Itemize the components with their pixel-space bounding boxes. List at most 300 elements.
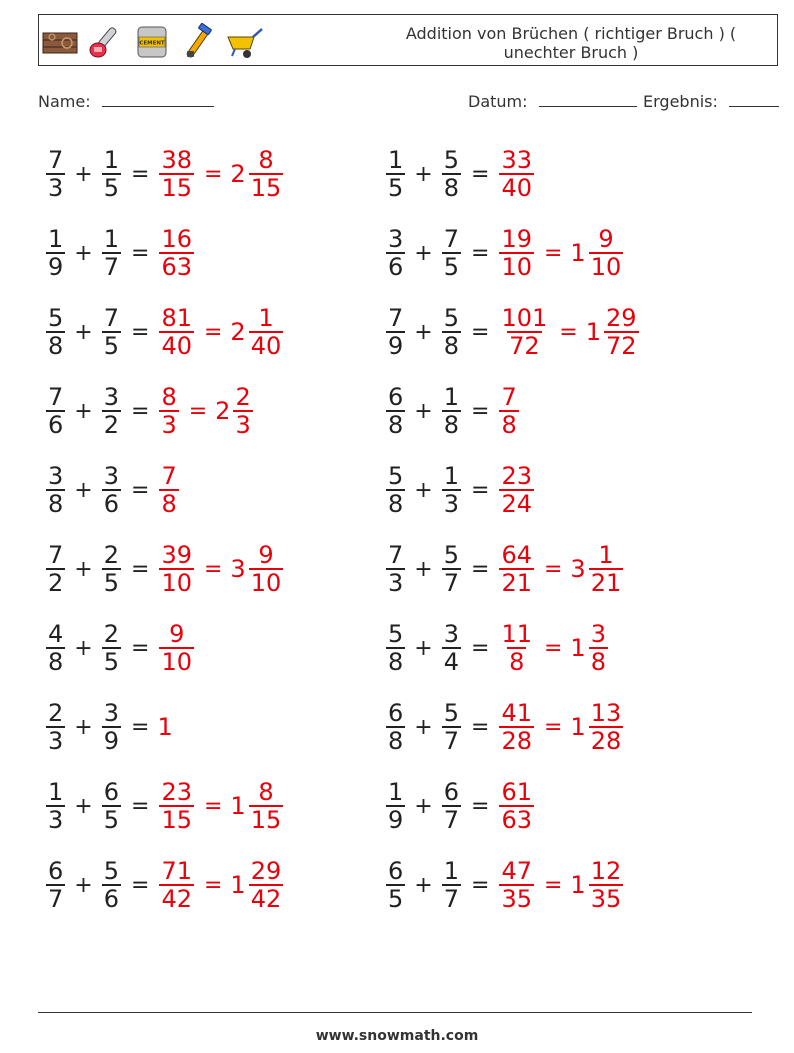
plus-sign: + (414, 319, 433, 345)
addend-fraction-2-denominator: 7 (443, 569, 459, 597)
equals-sign: = (131, 319, 150, 345)
mixed-numerator: 1 (598, 541, 614, 569)
addend-fraction-2-denominator: 5 (103, 806, 119, 834)
plus-sign: + (74, 872, 93, 898)
date-blank[interactable] (539, 92, 637, 107)
addend-fraction-2-numerator: 6 (103, 778, 119, 806)
answer-fraction-numerator: 8 (161, 383, 177, 411)
footer-divider (38, 1012, 752, 1013)
problem-row (384, 616, 610, 680)
addend-fraction-2-denominator: 7 (443, 806, 459, 834)
problem-row (44, 853, 285, 917)
addend-fraction-1 (386, 621, 405, 675)
answer-fraction (159, 779, 194, 833)
answer-fraction-numerator: 81 (161, 304, 192, 332)
addend-fraction-2 (442, 226, 461, 280)
addend-fraction-2-numerator: 5 (443, 146, 459, 174)
addend-fraction-1 (386, 226, 405, 280)
mixed-denominator: 15 (250, 806, 282, 834)
plus-sign: + (414, 635, 433, 661)
problem-row (44, 458, 181, 522)
mixed-number-answer (570, 226, 625, 280)
mixed-numerator: 9 (598, 225, 614, 253)
addend-fraction-2-numerator: 3 (443, 620, 459, 648)
addend-fraction-1-denominator: 3 (48, 727, 64, 755)
mixed-numerator: 8 (258, 146, 274, 174)
addend-fraction-1-denominator: 7 (48, 885, 64, 913)
mixed-whole: 1 (570, 634, 586, 662)
addend-fraction-2-denominator: 9 (103, 727, 119, 755)
answer-fraction-numerator: 16 (161, 225, 192, 253)
equals-sign: = (471, 714, 490, 740)
mixed-denominator: 40 (250, 332, 282, 360)
mixed-whole: 1 (585, 318, 601, 346)
problem-row (44, 142, 285, 206)
addend-fraction-1 (386, 542, 405, 596)
addend-fraction-1-numerator: 2 (48, 699, 64, 727)
equals-sign-answer: = (543, 872, 563, 898)
answer-fraction-numerator: 7 (161, 462, 177, 490)
addend-fraction-1-numerator: 7 (388, 541, 404, 569)
addend-fraction-1-denominator: 8 (48, 490, 64, 518)
addend-fraction-1-denominator: 6 (388, 253, 404, 281)
mixed-fraction (604, 305, 639, 359)
answer-fraction-denominator: 63 (501, 806, 532, 834)
mixed-numerator: 8 (258, 778, 274, 806)
problem-row (44, 300, 285, 364)
answer-fraction-denominator: 3 (161, 411, 177, 439)
answer-fraction (499, 542, 534, 596)
problem-row (384, 379, 521, 443)
plus-sign: + (74, 635, 93, 661)
mixed-fraction (249, 858, 284, 912)
problem-row (384, 537, 625, 601)
date-label: Datum: (468, 92, 528, 111)
equals-sign-answer: = (559, 319, 578, 345)
answer-fraction (499, 147, 534, 201)
mixed-denominator: 3 (235, 411, 251, 439)
answer-fraction (159, 305, 194, 359)
mixed-denominator: 10 (250, 569, 282, 597)
mixed-whole: 1 (570, 239, 586, 267)
addend-fraction-1-denominator: 8 (388, 490, 404, 518)
addend-fraction-1-denominator: 3 (388, 569, 404, 597)
answer-fraction-denominator: 63 (161, 253, 192, 281)
mixed-whole: 1 (570, 713, 586, 741)
mixed-denominator: 15 (250, 174, 282, 202)
equals-sign-answer: = (203, 556, 223, 582)
mixed-number-answer (570, 700, 625, 754)
addend-fraction-2-denominator: 6 (103, 490, 119, 518)
addend-fraction-2-numerator: 3 (103, 383, 119, 411)
equals-sign-answer: = (543, 240, 563, 266)
problem-row (384, 695, 625, 759)
mixed-denominator: 72 (605, 332, 637, 360)
equals-sign-answer: = (543, 714, 563, 740)
addend-fraction-2 (102, 463, 121, 517)
problem-row (384, 774, 536, 838)
equals-sign-answer: = (188, 398, 208, 424)
chainsaw-icon (87, 23, 125, 61)
plus-sign: + (414, 714, 433, 740)
mixed-numerator: 2 (235, 383, 251, 411)
addend-fraction-2 (102, 779, 121, 833)
mixed-numerator: 13 (590, 699, 622, 727)
mixed-number-answer (230, 147, 285, 201)
addend-fraction-1 (386, 147, 405, 201)
mixed-fraction (249, 542, 284, 596)
answer-fraction (499, 621, 534, 675)
plus-sign: + (74, 793, 93, 819)
plus-sign: + (74, 240, 93, 266)
answer-fraction (499, 779, 534, 833)
mixed-fraction (249, 305, 284, 359)
equals-sign: = (131, 793, 150, 819)
answer-fraction-numerator: 39 (161, 541, 192, 569)
mixed-fraction (249, 779, 284, 833)
addend-fraction-2 (442, 858, 461, 912)
addend-fraction-1-denominator: 6 (48, 411, 64, 439)
problem-row (384, 300, 641, 364)
addend-fraction-2 (102, 700, 121, 754)
answer-fraction-denominator: 40 (161, 332, 192, 360)
equals-sign: = (131, 477, 150, 503)
problem-row (44, 774, 285, 838)
addend-fraction-1 (46, 384, 65, 438)
addend-fraction-2-denominator: 3 (443, 490, 459, 518)
addend-fraction-1-numerator: 1 (388, 146, 404, 174)
answer-fraction-denominator: 15 (161, 174, 192, 202)
worksheet-title: Addition von Brüchen ( richtiger Bruch ) ( unechter Bruch ) (405, 24, 737, 62)
addend-fraction-2 (102, 305, 121, 359)
plus-sign: + (414, 477, 433, 503)
addend-fraction-1 (386, 700, 405, 754)
answer-fraction-numerator: 101 (501, 304, 548, 332)
mixed-fraction (589, 226, 624, 280)
equals-sign-answer: = (543, 635, 563, 661)
result-blank[interactable] (729, 92, 779, 107)
addend-fraction-2 (102, 542, 121, 596)
mixed-whole: 2 (230, 318, 246, 346)
name-label: Name: (38, 92, 91, 111)
answer-fraction (499, 463, 534, 517)
problem-row (384, 221, 625, 285)
addend-fraction-1 (46, 305, 65, 359)
answer-fraction-denominator: 15 (161, 806, 192, 834)
addend-fraction-1-numerator: 5 (388, 462, 404, 490)
addend-fraction-1-numerator: 6 (48, 857, 64, 885)
mixed-numerator: 29 (605, 304, 637, 332)
answer-fraction (159, 621, 194, 675)
plus-sign: + (74, 556, 93, 582)
answer-fraction-numerator: 11 (501, 620, 532, 648)
plus-sign: + (74, 161, 93, 187)
answer-fraction-denominator: 24 (501, 490, 532, 518)
addend-fraction-2-denominator: 8 (443, 411, 459, 439)
addend-fraction-2 (102, 147, 121, 201)
addend-fraction-1 (386, 384, 405, 438)
footer-url: www.snowmath.com (315, 1028, 479, 1044)
addend-fraction-2-numerator: 5 (443, 699, 459, 727)
plus-sign: + (414, 556, 433, 582)
answer-fraction (159, 858, 194, 912)
equals-sign: = (131, 714, 150, 740)
addend-fraction-1 (386, 779, 405, 833)
equals-sign: = (471, 556, 490, 582)
answer-fraction-numerator: 9 (169, 620, 185, 648)
addend-fraction-1-numerator: 7 (48, 146, 64, 174)
addend-fraction-2-numerator: 1 (443, 857, 459, 885)
addend-fraction-1-numerator: 7 (48, 541, 64, 569)
addend-fraction-2-numerator: 3 (103, 699, 119, 727)
answer-fraction-denominator: 8 (161, 490, 177, 518)
addend-fraction-1-denominator: 5 (388, 885, 404, 913)
answer-fraction (499, 226, 534, 280)
plus-sign: + (74, 714, 93, 740)
answer-fraction (499, 700, 534, 754)
plus-sign: + (414, 872, 433, 898)
addend-fraction-1-numerator: 5 (388, 620, 404, 648)
addend-fraction-1-numerator: 3 (388, 225, 404, 253)
mixed-number-answer (570, 858, 625, 912)
mixed-whole: 1 (230, 871, 246, 899)
equals-sign: = (471, 398, 490, 424)
addend-fraction-2 (102, 226, 121, 280)
answer-fraction-numerator: 23 (161, 778, 192, 806)
addend-fraction-2-denominator: 7 (103, 253, 119, 281)
equals-sign: = (131, 161, 150, 187)
mixed-denominator: 10 (590, 253, 622, 281)
addend-fraction-1-numerator: 4 (48, 620, 64, 648)
addend-fraction-2-denominator: 4 (443, 648, 459, 676)
addend-fraction-2-denominator: 5 (103, 569, 119, 597)
equals-sign: = (471, 635, 490, 661)
mixed-whole: 2 (215, 397, 231, 425)
equals-sign: = (131, 872, 150, 898)
answer-whole-number: 1 (157, 713, 173, 741)
mixed-denominator: 35 (590, 885, 622, 913)
cement-label: CEMENT (139, 40, 165, 47)
mixed-whole: 3 (230, 555, 246, 583)
addend-fraction-1-denominator: 8 (48, 648, 64, 676)
addend-fraction-2 (442, 621, 461, 675)
problem-row (44, 695, 173, 759)
answer-fraction-denominator: 8 (509, 648, 525, 676)
answer-fraction (499, 305, 549, 359)
mixed-number-answer (570, 621, 610, 675)
addend-fraction-1-numerator: 7 (48, 383, 64, 411)
name-field (38, 92, 214, 111)
equals-sign-answer: = (203, 161, 223, 187)
mixed-numerator: 12 (590, 857, 622, 885)
equals-sign: = (131, 635, 150, 661)
answer-fraction-numerator: 7 (501, 383, 517, 411)
answer-fraction-denominator: 40 (501, 174, 532, 202)
addend-fraction-2 (442, 542, 461, 596)
worksheet-header (38, 14, 778, 66)
answer-fraction-numerator: 64 (501, 541, 532, 569)
equals-sign-answer: = (203, 319, 223, 345)
name-blank[interactable] (102, 92, 214, 107)
addend-fraction-1-numerator: 3 (48, 462, 64, 490)
addend-fraction-2-denominator: 6 (103, 885, 119, 913)
addend-fraction-2 (442, 779, 461, 833)
addend-fraction-2-denominator: 7 (443, 727, 459, 755)
addend-fraction-1-denominator: 3 (48, 174, 64, 202)
addend-fraction-2-denominator: 8 (443, 332, 459, 360)
addend-fraction-1 (46, 542, 65, 596)
addend-fraction-2-denominator: 7 (443, 885, 459, 913)
date-field (468, 92, 637, 111)
mixed-number-answer (586, 305, 641, 359)
header-icons (41, 23, 263, 61)
mixed-numerator: 29 (250, 857, 282, 885)
mixed-fraction (589, 542, 624, 596)
addend-fraction-2-numerator: 5 (103, 857, 119, 885)
addend-fraction-1-numerator: 6 (388, 699, 404, 727)
addend-fraction-1-denominator: 8 (388, 648, 404, 676)
mixed-denominator: 21 (590, 569, 622, 597)
answer-fraction-numerator: 41 (501, 699, 532, 727)
answer-fraction (499, 858, 534, 912)
equals-sign-answer: = (203, 793, 223, 819)
mixed-fraction (589, 858, 624, 912)
answer-fraction (159, 226, 194, 280)
addend-fraction-1-numerator: 5 (48, 304, 64, 332)
addend-fraction-2-denominator: 8 (443, 174, 459, 202)
addend-fraction-1-denominator: 8 (388, 411, 404, 439)
problem-row (384, 458, 536, 522)
addend-fraction-2 (442, 700, 461, 754)
problem-row (44, 379, 255, 443)
addend-fraction-2-numerator: 7 (103, 304, 119, 332)
addend-fraction-2 (102, 858, 121, 912)
addend-fraction-2-numerator: 1 (103, 225, 119, 253)
addend-fraction-1-numerator: 7 (388, 304, 404, 332)
equals-sign: = (471, 319, 490, 345)
mixed-fraction (589, 700, 624, 754)
answer-fraction-numerator: 61 (501, 778, 532, 806)
mixed-denominator: 8 (590, 648, 606, 676)
addend-fraction-2-numerator: 5 (443, 304, 459, 332)
equals-sign: = (471, 477, 490, 503)
mixed-denominator: 28 (590, 727, 622, 755)
equals-sign: = (471, 161, 490, 187)
mixed-numerator: 3 (590, 620, 606, 648)
mixed-numerator: 1 (258, 304, 274, 332)
addend-fraction-1 (386, 305, 405, 359)
answer-fraction-denominator: 72 (509, 332, 540, 360)
addend-fraction-2-numerator: 2 (103, 620, 119, 648)
addend-fraction-2-denominator: 5 (443, 253, 459, 281)
addend-fraction-1-numerator: 1 (48, 778, 64, 806)
mixed-whole: 1 (570, 871, 586, 899)
addend-fraction-1 (46, 700, 65, 754)
mixed-number-answer (570, 542, 625, 596)
answer-fraction (499, 384, 518, 438)
mixed-number-answer (230, 779, 285, 833)
mixed-number-answer (215, 384, 255, 438)
answer-fraction-denominator: 21 (501, 569, 532, 597)
equals-sign: = (471, 240, 490, 266)
answer-fraction-numerator: 38 (161, 146, 192, 174)
problem-row (384, 142, 536, 206)
addend-fraction-1 (46, 779, 65, 833)
answer-fraction-denominator: 35 (501, 885, 532, 913)
mixed-number-answer (230, 305, 285, 359)
addend-fraction-1-denominator: 8 (48, 332, 64, 360)
mixed-whole: 1 (230, 792, 246, 820)
equals-sign-answer: = (203, 872, 223, 898)
addend-fraction-1 (386, 858, 405, 912)
addend-fraction-1-numerator: 1 (388, 778, 404, 806)
addend-fraction-2-numerator: 2 (103, 541, 119, 569)
mixed-number-answer (230, 542, 285, 596)
addend-fraction-1-denominator: 3 (48, 806, 64, 834)
answer-fraction-denominator: 42 (161, 885, 192, 913)
mixed-denominator: 42 (250, 885, 282, 913)
addend-fraction-1-numerator: 1 (48, 225, 64, 253)
mixed-whole: 3 (570, 555, 586, 583)
answer-fraction-numerator: 19 (501, 225, 532, 253)
addend-fraction-1 (46, 226, 65, 280)
answer-fraction-numerator: 23 (501, 462, 532, 490)
answer-fraction (159, 147, 194, 201)
problem-row (44, 616, 196, 680)
addend-fraction-1-numerator: 6 (388, 383, 404, 411)
plus-sign: + (414, 793, 433, 819)
equals-sign: = (471, 872, 490, 898)
mixed-numerator: 9 (258, 541, 274, 569)
equals-sign-answer: = (543, 556, 563, 582)
problem-row (44, 537, 285, 601)
addend-fraction-2-numerator: 3 (103, 462, 119, 490)
wheelbarrow-icon (225, 23, 263, 61)
mixed-fraction (249, 147, 284, 201)
addend-fraction-1-denominator: 9 (48, 253, 64, 281)
answer-fraction-denominator: 10 (501, 253, 532, 281)
addend-fraction-2-numerator: 5 (443, 541, 459, 569)
plus-sign: + (74, 477, 93, 503)
addend-fraction-2-numerator: 6 (443, 778, 459, 806)
equals-sign: = (131, 398, 150, 424)
addend-fraction-2 (442, 384, 461, 438)
answer-fraction (159, 542, 194, 596)
result-label: Ergebnis: (643, 92, 718, 111)
answer-fraction (159, 463, 178, 517)
addend-fraction-1-denominator: 9 (388, 806, 404, 834)
addend-fraction-1-denominator: 5 (388, 174, 404, 202)
addend-fraction-2 (442, 463, 461, 517)
answer-fraction-denominator: 8 (501, 411, 517, 439)
mixed-fraction (589, 621, 608, 675)
addend-fraction-2-numerator: 7 (443, 225, 459, 253)
answer-fraction-denominator: 10 (161, 569, 192, 597)
wood-planks-icon (41, 23, 79, 61)
addend-fraction-2-denominator: 2 (103, 411, 119, 439)
addend-fraction-2 (442, 305, 461, 359)
equals-sign: = (131, 240, 150, 266)
mixed-fraction (233, 384, 252, 438)
addend-fraction-2-denominator: 5 (103, 174, 119, 202)
answer-fraction-numerator: 47 (501, 857, 532, 885)
addend-fraction-2-numerator: 1 (103, 146, 119, 174)
cement-bag-icon (133, 23, 171, 61)
addend-fraction-2 (102, 621, 121, 675)
mixed-number-answer (230, 858, 285, 912)
plus-sign: + (74, 398, 93, 424)
addend-fraction-2 (442, 147, 461, 201)
